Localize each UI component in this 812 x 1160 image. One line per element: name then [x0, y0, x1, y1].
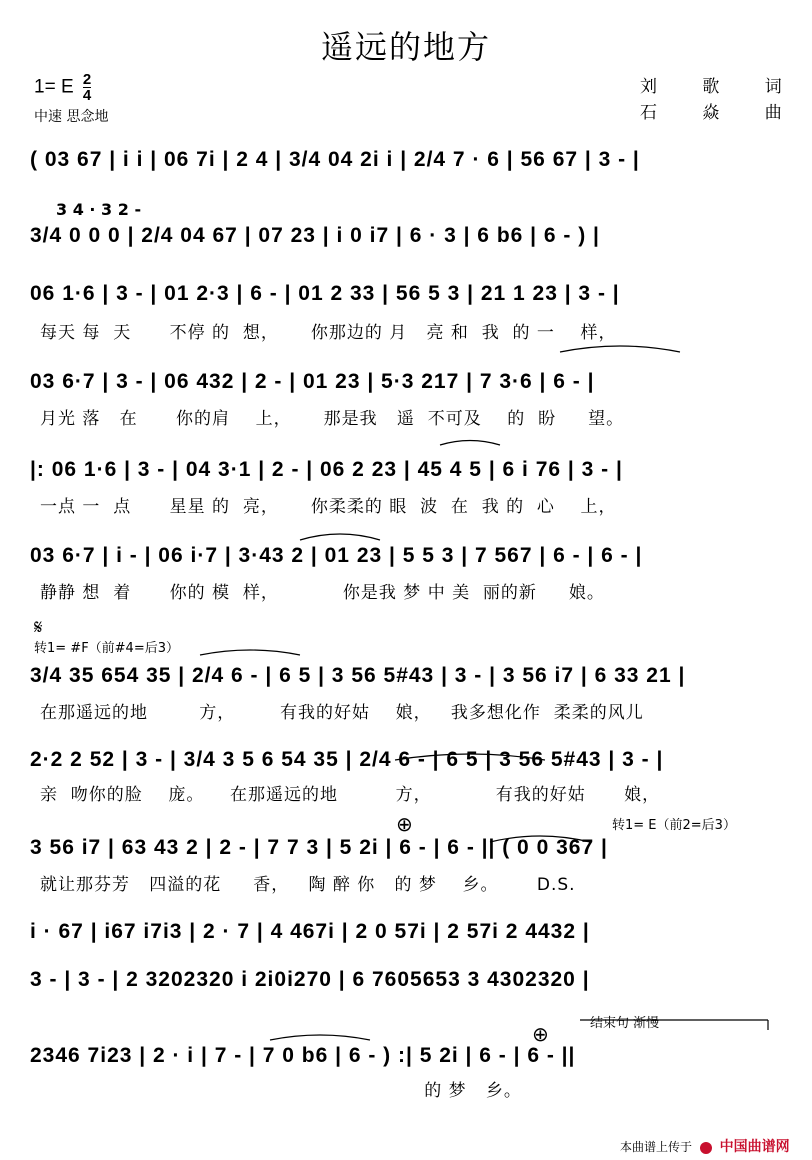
- time-sig-numerator: 2: [82, 71, 92, 88]
- footer-credit: [620, 1136, 790, 1156]
- slur-6: [440, 441, 500, 446]
- system-8-notes: 2·2 2 52 | 3 - | 3/4 3 5 6 54 35 | 2/4 6 - | 6 5 | 3 56 5#43 | 3 - |: [30, 748, 664, 771]
- system-4-lyrics: 月光 落 在 你的肩 上， 那是我 遥 不可及 的 盼 望。: [40, 409, 625, 429]
- system-3-lyrics: 每天 每 天 不停 的 想， 你那边的 月 亮 和 我 的 一 样，: [40, 323, 617, 343]
- system-5-notes: |: 06 1·6 | 3 - | 04 3·1 | 2 - | 06 2 23 | 45 4 5 | 6 i 76 | 3 - |: [30, 458, 623, 481]
- composer-credit: 石 焱 曲: [640, 103, 802, 123]
- system-2-notes: 3/4 0 0 0 | 2/4 04 67 | 07 23 | i 0 i7 | 6 · 3 | 6 b6 | 6 - ) |: [30, 224, 600, 247]
- tempo-marking: 中速 思念地: [34, 109, 109, 125]
- segno-symbol: 𝄋: [34, 615, 43, 639]
- system-10-notes: i · 67 | i67 i7i3 | 2 · 7 | 4 467i | 2 0 57i | 2 57i 2 4432 |: [30, 920, 590, 943]
- system-7-lyrics: 在那遥远的地 方， 有我的好姑 娘， 我多想化作 柔柔的风儿: [40, 703, 644, 723]
- system-9-lyrics: 就让那芬芳 四溢的花 香， 陶 醉 你 的 梦 乡。 D.S.: [40, 875, 576, 895]
- system-9-notes: 3 56 i7 | 63 43 2 | 2 - | 7 7 3 | 5 2i | 6 - | 6 - || ( 0 0 367 |: [30, 836, 608, 859]
- footer-brand: 中国曲谱网: [719, 1139, 790, 1155]
- system-12-notes: 2346 7i23 | 2 · i | 7 - | 7 0 b6 | 6 - ) :| 5 2i | 6 - | 6 - ||: [30, 1044, 576, 1067]
- system-6-notes: 03 6·7 | i - | 06 i·7 | 3·43 2 | 01 23 | 5 5 3 | 7 567 | 6 - | 6 - |: [30, 544, 643, 567]
- footer-text: 本曲谱上传于: [620, 1140, 693, 1154]
- system-12-lyrics: 的 梦 乡。: [40, 1081, 522, 1101]
- slur-7: [270, 1035, 370, 1040]
- system-8-lyrics: 亲 吻你的脸 庞。 在那遥远的地 方， 有我的好姑 娘，: [40, 785, 661, 805]
- key-label: 1= E: [34, 76, 74, 98]
- time-sig-denominator: 4: [82, 87, 92, 104]
- song-title: 遥远的地方: [320, 28, 491, 66]
- modulation-mark-2: 转1= E（前2=后3）: [612, 818, 736, 833]
- coda-symbol: ⊕: [396, 812, 413, 836]
- system-11-notes: 3 - | 3 - | 2 3202320 i 2i0i270 | 6 7605653 3 4302320 |: [30, 968, 590, 991]
- modulation-mark-1: 转1= #F（前#4=后3）: [34, 641, 179, 656]
- system-6-lyrics: 静静 想 着 你的 模 样， 你是我 梦 中 美 丽的新 娘。: [40, 583, 605, 603]
- slur-4: [395, 754, 545, 760]
- system-7-notes: 3/4 35 654 35 | 2/4 6 - | 6 5 | 3 56 5#43 | 3 - | 3 56 i7 | 6 33 21 |: [30, 664, 686, 687]
- slur-2: [300, 534, 380, 540]
- site-logo-icon: [700, 1142, 712, 1154]
- system-4-notes: 03 6·7 | 3 - | 06 432 | 2 - | 01 23 | 5·3 217 | 7 3·6 | 6 - |: [30, 370, 595, 393]
- system-2-upper-voice: 3 4 · 3 2 -: [56, 200, 142, 219]
- system-5-lyrics: 一点 一 点 星星 的 亮， 你柔柔的 眼 波 在 我 的 心 上，: [40, 497, 617, 517]
- coda-symbol-end: ⊕: [532, 1022, 549, 1046]
- slur-3: [200, 650, 300, 655]
- lyricist-credit: 刘 歌 词: [640, 77, 802, 97]
- system-1-notes: ( 03 67 | i i | 06 7i | 2 4 | 3/4 04 2i i | 2/4 7 · 6 | 56 67 | 3 - |: [30, 148, 640, 171]
- system-3-notes: 06 1·6 | 3 - | 01 2·3 | 6 - | 01 2 33 | 56 5 3 | 21 1 23 | 3 - |: [30, 282, 620, 305]
- ending-mark: 结束句 渐慢: [590, 1016, 660, 1031]
- slur-5: [560, 346, 680, 352]
- slur-1: [490, 836, 590, 842]
